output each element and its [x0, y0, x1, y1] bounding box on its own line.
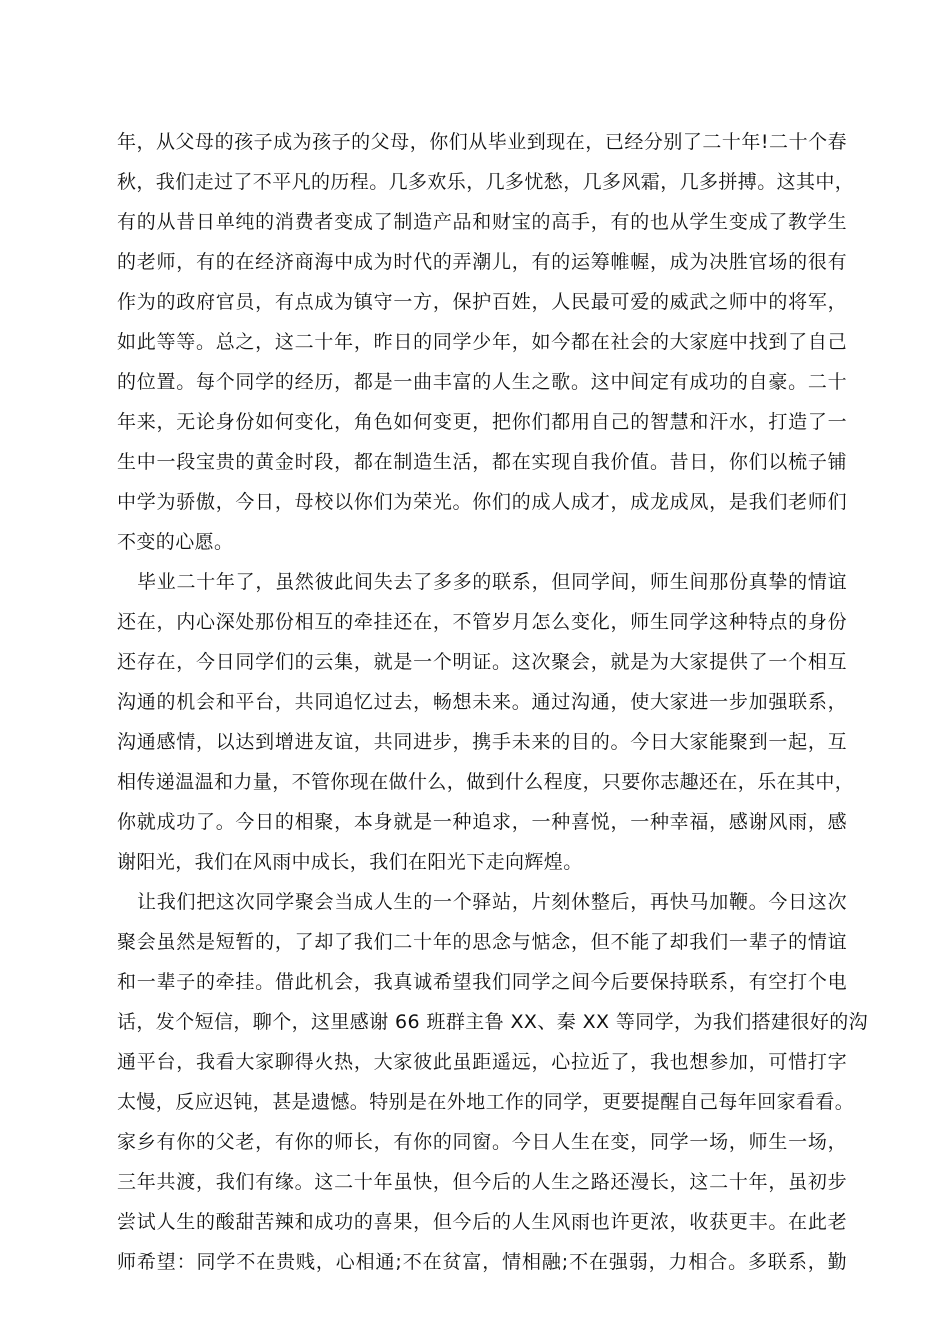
text-line: 相传递温温和力量，不管你现在做什么，做到什么程度，只要你志趣还在，乐在其中， [117, 771, 855, 793]
text-line: 话，发个短信，聊个，这里感谢 66 班群主鲁 XX、秦 XX 等同学，为我们搭建很好的沟 [117, 1011, 869, 1033]
text-line: 有的从昔日单纯的消费者变成了制造产品和财宝的高手，有的也从学生变成了教学生 [117, 211, 847, 233]
text-line: 让我们把这次同学聚会当成人生的一个驿站，片刻休整后，再快马加鞭。今日这次 [137, 891, 847, 913]
text-line: 的老师，有的在经济商海中成为时代的弄潮儿，有的运筹帷幄，成为决胜官场的很有 [117, 251, 847, 273]
text-line: 师希望：同学不在贵贱，心相通;不在贫富，情相融;不在强弱，力相合。多联系，勤 [117, 1251, 847, 1273]
text-line: 你就成功了。今日的相聚，本身就是一种追求，一种喜悦，一种幸福，感谢风雨，感 [117, 811, 847, 833]
paragraph-2 [117, 562, 855, 882]
text-line: 作为的政府官员，有点成为镇守一方，保护百姓，人民最可爱的威武之师中的将军， [117, 291, 847, 313]
paragraph-1 [117, 122, 855, 562]
text-line: 年，从父母的孩子成为孩子的父母，你们从毕业到现在，已经分别了二十年!二十个春 [117, 131, 847, 153]
text-line: 三年共渡，我们有缘。这二十年虽快，但今后的人生之路还漫长，这二十年，虽初步 [117, 1171, 847, 1193]
text-line: 中学为骄傲，今日，母校以你们为荣光。你们的成人成才，成龙成凤，是我们老师们 [117, 491, 847, 513]
text-line: 年来，无论身份如何变化，角色如何变更，把你们都用自己的智慧和汗水，打造了一 [117, 411, 847, 433]
text-line: 秋，我们走过了不平凡的历程。几多欢乐，几多忧愁，几多风霜，几多拼搏。这其中， [117, 171, 855, 193]
text-line: 还存在，今日同学们的云集，就是一个明证。这次聚会，就是为大家提供了一个相互 [117, 651, 847, 673]
text-line: 如此等等。总之，这二十年，昨日的同学少年，如今都在社会的大家庭中找到了自己 [117, 331, 847, 353]
text-line: 家乡有你的父老，有你的师长，有你的同窗。今日人生在变，同学一场，师生一场， [117, 1131, 847, 1153]
text-line: 不变的心愿。 [117, 531, 234, 553]
text-line: 聚会虽然是短暂的，了却了我们二十年的思念与惦念，但不能了却我们一辈子的情谊 [117, 931, 847, 953]
text-line: 通平台，我看大家聊得火热，大家彼此虽距遥远，心拉近了，我也想参加，可惜打字 [117, 1051, 847, 1073]
text-line: 生中一段宝贵的黄金时段，都在制造生活，都在实现自我价值。昔日，你们以梳子铺 [117, 451, 847, 473]
paragraph-3 [117, 882, 869, 1282]
text-line: 还在，内心深处那份相互的牵挂还在，不管岁月怎么变化，师生同学这种特点的身份 [117, 611, 847, 633]
text-line: 的位置。每个同学的经历，都是一曲丰富的人生之歌。这中间定有成功的自豪。二十 [117, 371, 847, 393]
text-line: 沟通的机会和平台，共同追忆过去，畅想未来。通过沟通，使大家进一步加强联系， [117, 691, 847, 713]
body-text [117, 122, 869, 1282]
text-line: 尝试人生的酸甜苦辣和成功的喜果，但今后的人生风雨也许更浓，收获更丰。在此老 [117, 1211, 847, 1233]
text-line: 沟通感情，以达到增进友谊，共同进步，携手未来的目的。今日大家能聚到一起，互 [117, 731, 847, 753]
text-line: 毕业二十年了，虽然彼此间失去了多多的联系，但同学间，师生间那份真挚的情谊 [137, 571, 847, 593]
text-line: 和一辈子的牵挂。借此机会，我真诚希望我们同学之间今后要保持联系，有空打个电 [117, 971, 847, 993]
text-line: 谢阳光，我们在风雨中成长，我们在阳光下走向辉煌。 [117, 851, 583, 873]
text-line: 太慢，反应迟钝，甚是遗憾。特别是在外地工作的同学，更要提醒自己每年回家看看。 [117, 1091, 855, 1113]
